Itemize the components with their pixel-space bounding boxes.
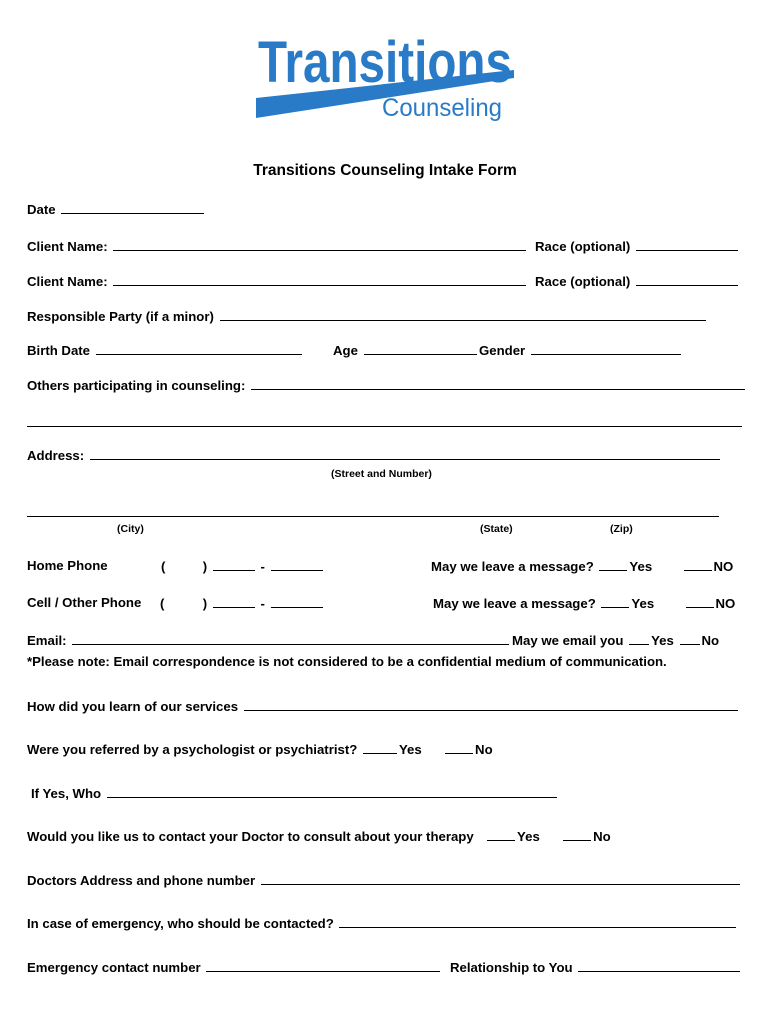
age-field[interactable] [364,342,477,355]
svg-text:Counseling: Counseling [382,94,502,122]
doctor-address-row [27,872,742,888]
yes-label: Yes [629,559,653,574]
street-hint: (Street and Number) [331,468,432,480]
date-label: Date [27,202,56,217]
birth-date-label: Birth Date [27,343,91,358]
city-hint: (City) [117,523,144,535]
race-field[interactable] [636,238,738,251]
learn-row [27,698,740,714]
cell-message-yes-field[interactable] [601,595,629,608]
race-label: Race (optional) [535,239,631,254]
gender-row [479,342,683,358]
cell-phone-label: Cell / Other Phone [27,595,142,610]
home-phone-prefix[interactable] [213,558,255,571]
age-label: Age [333,343,358,358]
yes-label: Yes [398,742,422,757]
yes-label: Yes [651,633,674,648]
date-field[interactable] [61,201,204,214]
referred-label: Were you referred by a psychologist or psychiatrist? [27,742,358,757]
cell-message-row [433,595,735,611]
relationship-field[interactable] [578,959,740,972]
no-label: No [475,742,493,757]
home-message-row [431,558,733,574]
paren-open: ( [160,596,165,611]
race-label: Race (optional) [535,274,631,289]
no-label: No [701,633,720,648]
home-message-no-field[interactable] [684,558,712,571]
yes-label: Yes [517,829,540,844]
responsible-party-field[interactable] [220,308,706,321]
if-yes-row [31,785,559,801]
cell-phone-field [160,595,325,611]
email-no-field[interactable] [680,632,700,645]
referred-row [27,741,493,757]
race-field[interactable] [636,273,738,286]
cell-message-no-field[interactable] [686,595,714,608]
others-row [27,377,747,393]
emergency-number-row [27,959,442,975]
emergency-number-field[interactable] [206,959,440,972]
zip-hint: (Zip) [610,523,633,535]
age-row [333,342,479,358]
email-label: Email: [27,633,67,648]
dash: - [260,559,265,574]
doctor-address-field[interactable] [261,872,740,885]
email-note: *Please note: Email correspondence is not considered to be a confidential medium of communication. [27,654,667,669]
home-phone-line[interactable] [271,558,323,571]
transitions-counseling-logo [256,26,518,126]
no-label: NO [715,596,736,611]
learn-label: How did you learn of our services [27,699,239,714]
home-message-yes-field[interactable] [599,558,627,571]
email-question: May we email you [512,633,624,648]
client-name-field[interactable] [113,238,526,251]
no-label: No [593,829,611,844]
referred-yes-field[interactable] [363,741,397,754]
cell-phone-prefix[interactable] [213,595,255,608]
client-name-row-1 [27,238,528,254]
form-title: Transitions Counseling Intake Form [253,162,517,179]
race-row-2 [535,273,740,289]
if-yes-field[interactable] [107,785,557,798]
dash: - [260,596,265,611]
emergency-field[interactable] [339,915,736,928]
address-row [27,447,722,463]
address-label: Address: [27,448,85,463]
client-name-field[interactable] [113,273,526,286]
svg-text:Transitions: Transitions [258,30,512,95]
emergency-row [27,915,738,931]
emergency-label: In case of emergency, who should be contacted? [27,916,334,931]
contact-doctor-yes-field[interactable] [487,828,515,841]
client-name-row-2 [27,273,528,289]
address-street-field[interactable] [90,447,720,460]
client-name-label: Client Name: [27,274,108,289]
responsible-party-row [27,308,708,324]
no-label: NO [713,559,734,574]
email-row [27,632,511,648]
others-field-line-2[interactable] [27,426,742,427]
leave-message-label: May we leave a message? [431,559,594,574]
email-field[interactable] [72,632,509,645]
cell-phone-line[interactable] [271,595,323,608]
gender-field[interactable] [531,342,681,355]
paren-close: ) [202,559,208,574]
contact-doctor-row [27,828,611,844]
address-city-field[interactable] [27,516,719,517]
state-hint: (State) [480,523,513,535]
if-yes-label: If Yes, Who [31,786,102,801]
date-row [27,201,206,217]
referred-no-field[interactable] [445,741,473,754]
birth-date-field[interactable] [96,342,302,355]
paren-open: ( [161,559,166,574]
learn-field[interactable] [244,698,738,711]
home-phone-field [161,558,325,574]
contact-doctor-no-field[interactable] [563,828,591,841]
client-name-label: Client Name: [27,239,108,254]
yes-label: Yes [631,596,655,611]
emergency-number-label: Emergency contact number [27,960,201,975]
gender-label: Gender [479,343,526,358]
relationship-row [450,959,742,975]
home-phone-label: Home Phone [27,558,108,573]
contact-doctor-label: Would you like us to contact your Doctor to consult about your therapy [27,829,474,844]
doctor-address-label: Doctors Address and phone number [27,873,256,888]
others-label: Others participating in counseling: [27,378,246,393]
leave-message-label: May we leave a message? [433,596,596,611]
relationship-label: Relationship to You [450,960,573,975]
email-yes-field[interactable] [629,632,649,645]
paren-close: ) [202,596,208,611]
others-field[interactable] [251,377,745,390]
responsible-party-label: Responsible Party (if a minor) [27,309,214,324]
email-permission-row [512,632,719,648]
race-row-1 [535,238,740,254]
birth-date-row [27,342,304,358]
